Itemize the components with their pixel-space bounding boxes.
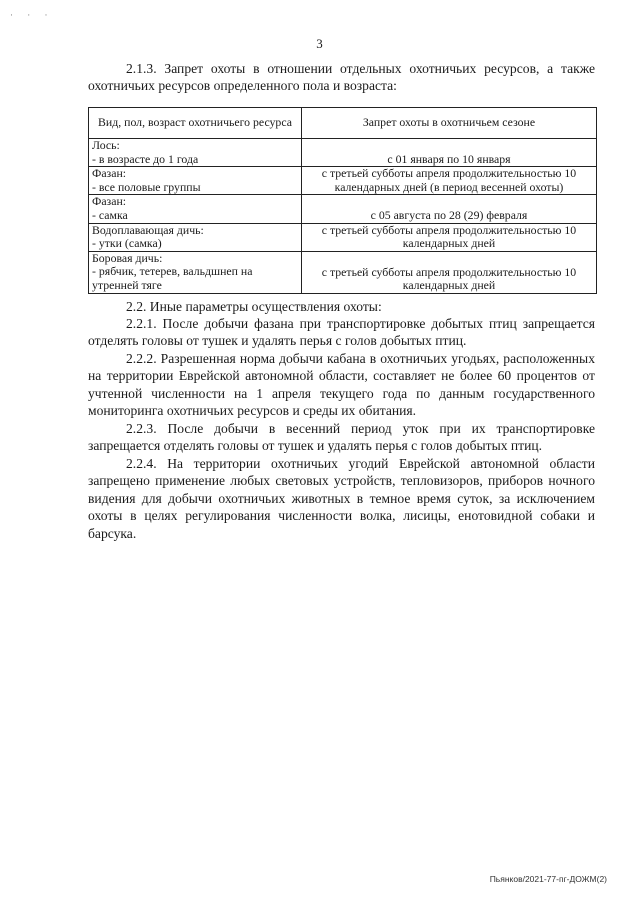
species-detail: - все половые группы [92,179,201,194]
species-detail: - самка [92,207,128,222]
scan-artifact-marks: · · · [10,10,54,20]
table-row [89,223,597,251]
species-label: Лось: [92,138,120,152]
resource-cell [89,223,302,251]
paragraph-2-2-3: 2.2.3. После добычи в весенний период уток при их транспортировке запрещается отделять головы от тушек и удалять перья с голов добытых птиц. [88,421,595,454]
ban-period-cell: с третьей субботы апреля продолжительностью 10 календарных дней [302,223,597,251]
header-cell-resource: Вид, пол, возраст охотничьего ресурса [89,108,302,139]
species-detail: - утки (самка) [92,236,162,251]
paragraph-2-2-1: 2.2.1. После добычи фазана при транспортировке добытых птиц запрещается отделять головы от тушек и удалять перья с голов добытых птиц. [88,316,595,349]
table-row [89,251,597,293]
document-reference: Пьянков/2021-77-пг-ДОЖМ(2) [489,874,607,884]
resource-cell [89,167,302,195]
species-label: Боровая дичь: [92,250,163,265]
ban-period-cell: с 05 августа по 28 (29) февраля [302,195,597,223]
ban-period-cell: с 01 января по 10 января [302,139,597,167]
table-row [89,195,597,223]
paragraph-2-2: 2.2. Иные параметры осуществления охоты: [126,299,382,314]
species-detail: - рябчик, тетерев, вальдшнеп на утренней тяге [92,264,253,292]
hunting-restrictions-table [88,107,597,294]
resource-cell [89,195,302,223]
paragraph-2-2-2: 2.2.2. Разрешенная норма добычи кабана в охотничьих угодьях, расположенных на территории Еврейской автономной области, составляет не более 60 процентов от учтенной численности на 1 апреля текущего года по данным государственного мониторинга охотничьих ресурсов и среды их обитания. [88,351,595,419]
page-number: 3 [316,36,323,51]
ban-period-cell: с третьей субботы апреля продолжительностью 10 календарных дней (в период весенней охоты) [302,167,597,195]
table-row [89,139,597,167]
header-cell-ban: Запрет охоты в охотничьем сезоне [302,108,597,139]
species-label: Фазан: [92,194,127,209]
paragraph-2-1-3: 2.1.3. Запрет охоты в отношении отдельных охотничьих ресурсов, а также охотничьих ресурсов определенного пола и возраста: [88,61,595,94]
table-row [89,167,597,195]
table-header-row [89,108,597,139]
ban-period-cell: с третьей субботы апреля продолжительностью 10 календарных дней [302,251,597,293]
paragraph-2-2-4: 2.2.4. На территории охотничьих угодий Еврейской автономной области запрещено применение любых световых устройств, тепловизоров, приборов ночного видения для добычи охотничьих животных в темное время суток, за исключением охоты в целях регулирования численности волка, лисицы, енотовидной собаки и барсука. [88,456,595,541]
species-detail: - в возрасте до 1 года [92,151,199,166]
species-label: Водоплавающая дичь: [92,222,204,237]
resource-cell [89,251,302,293]
resource-cell [89,139,302,167]
species-label: Фазан: [92,166,127,181]
